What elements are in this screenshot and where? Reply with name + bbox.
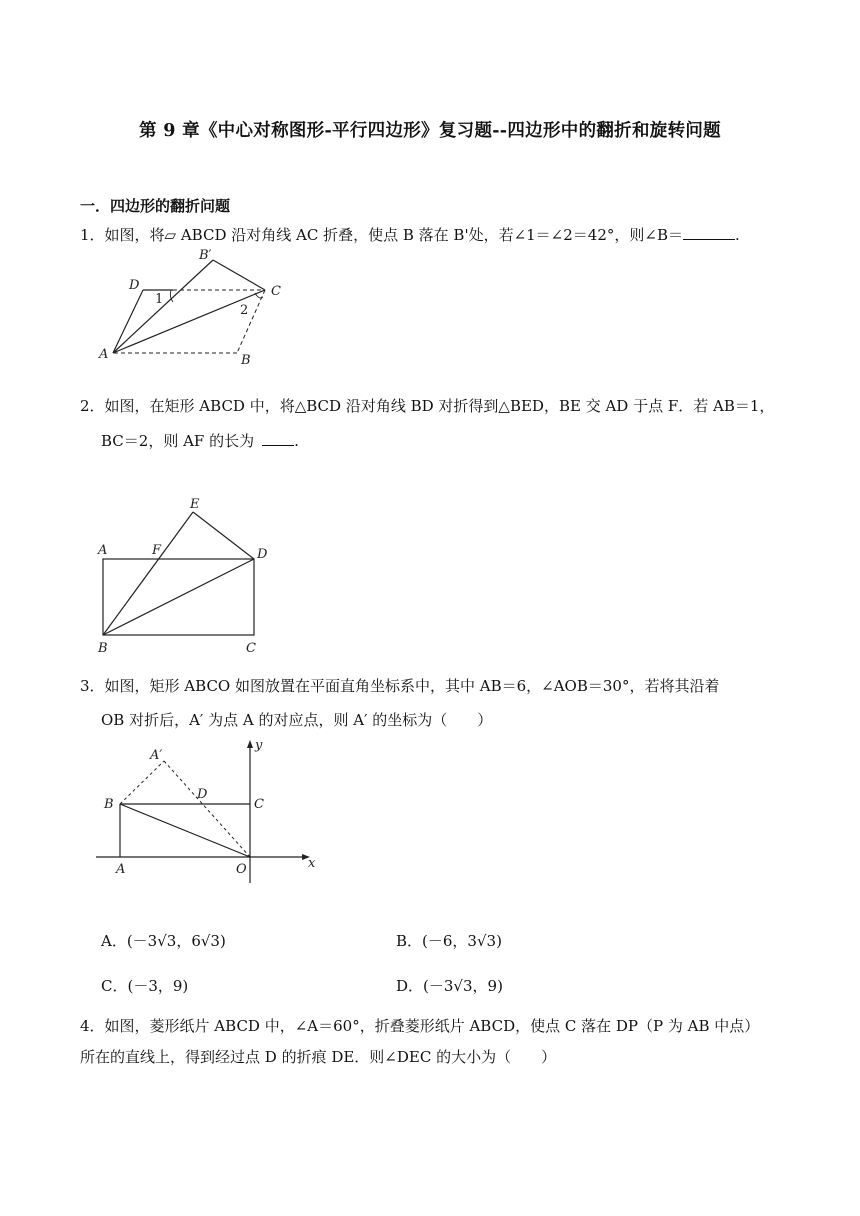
label-A: A: [98, 543, 108, 558]
question-1-text: 1．如图，将▱ ABCD 沿对角线 AC 折叠，使点 B 落在 B'处，若∠1＝∠2＝42°，则∠B＝: [80, 226, 683, 244]
label-A-prime: A′: [150, 748, 163, 763]
label-y-axis: y: [255, 738, 263, 753]
question-4-line-2: 所在的直线上，得到经过点 D 的折痕 DE．则∠DEC 的大小为（ ）: [80, 1048, 557, 1066]
label-angle-2: 2: [240, 303, 249, 318]
question-3-line-1: 3．如图，矩形 ABCO 如图放置在平面直角坐标系中，其中 AB＝6，∠AOB＝30°，若将其沿着: [80, 677, 720, 695]
label-B: B: [98, 641, 108, 656]
figure-3: [88, 735, 328, 885]
label-C: C: [246, 641, 256, 656]
question-2-line-2: [101, 431, 299, 451]
label-A: A: [99, 347, 109, 362]
question-2-line-1: 2．如图，在矩形 ABCD 中，将△BCD 沿对角线 BD 对折得到△BED，BE 交 AD 于点 F．若 AB＝1，: [80, 397, 775, 415]
label-E: E: [190, 497, 200, 512]
section-heading: 一．四边形的翻折问题: [80, 197, 231, 215]
label-D: D: [197, 787, 208, 802]
label-D: D: [129, 278, 140, 293]
question-1-end: .: [734, 226, 740, 244]
option-c[interactable]: C．(－3，9): [101, 977, 189, 995]
option-d[interactable]: D．(－3√3，9): [396, 977, 503, 995]
option-b[interactable]: B．(－6，3√3): [396, 932, 502, 950]
question-4-line-1: 4．如图，菱形纸片 ABCD 中，∠A＝60°，折叠菱形纸片 ABCD，使点 C 落在 DP（P 为 AB 中点）: [80, 1017, 760, 1035]
figure-1: [95, 245, 295, 370]
question-3-line-2: OB 对折后，A′ 为点 A 的对应点，则 A′ 的坐标为（ ）: [101, 711, 493, 729]
label-C: C: [254, 797, 264, 812]
label-B: B: [241, 353, 251, 368]
label-B: B: [104, 797, 114, 812]
label-x-axis: x: [308, 856, 316, 871]
answer-blank: [683, 225, 735, 240]
label-B-prime: B′: [199, 248, 212, 263]
question-2-end: .: [294, 432, 299, 450]
question-1: [80, 225, 740, 245]
label-F: F: [152, 543, 162, 558]
label-A: A: [116, 862, 126, 877]
option-a[interactable]: A．(－3√3，6√3): [101, 932, 226, 950]
question-2-text: BC＝2，则 AF 的长为: [101, 432, 255, 450]
label-O: O: [236, 862, 247, 877]
page-title: 第 9 章《中心对称图形-平行四边形》复习题--四边形中的翻折和旋转问题: [139, 121, 721, 141]
label-D: D: [257, 547, 268, 562]
label-C: C: [271, 284, 281, 299]
figure-2: [88, 490, 288, 660]
label-angle-1: 1: [155, 292, 164, 307]
answer-blank: [262, 431, 294, 446]
